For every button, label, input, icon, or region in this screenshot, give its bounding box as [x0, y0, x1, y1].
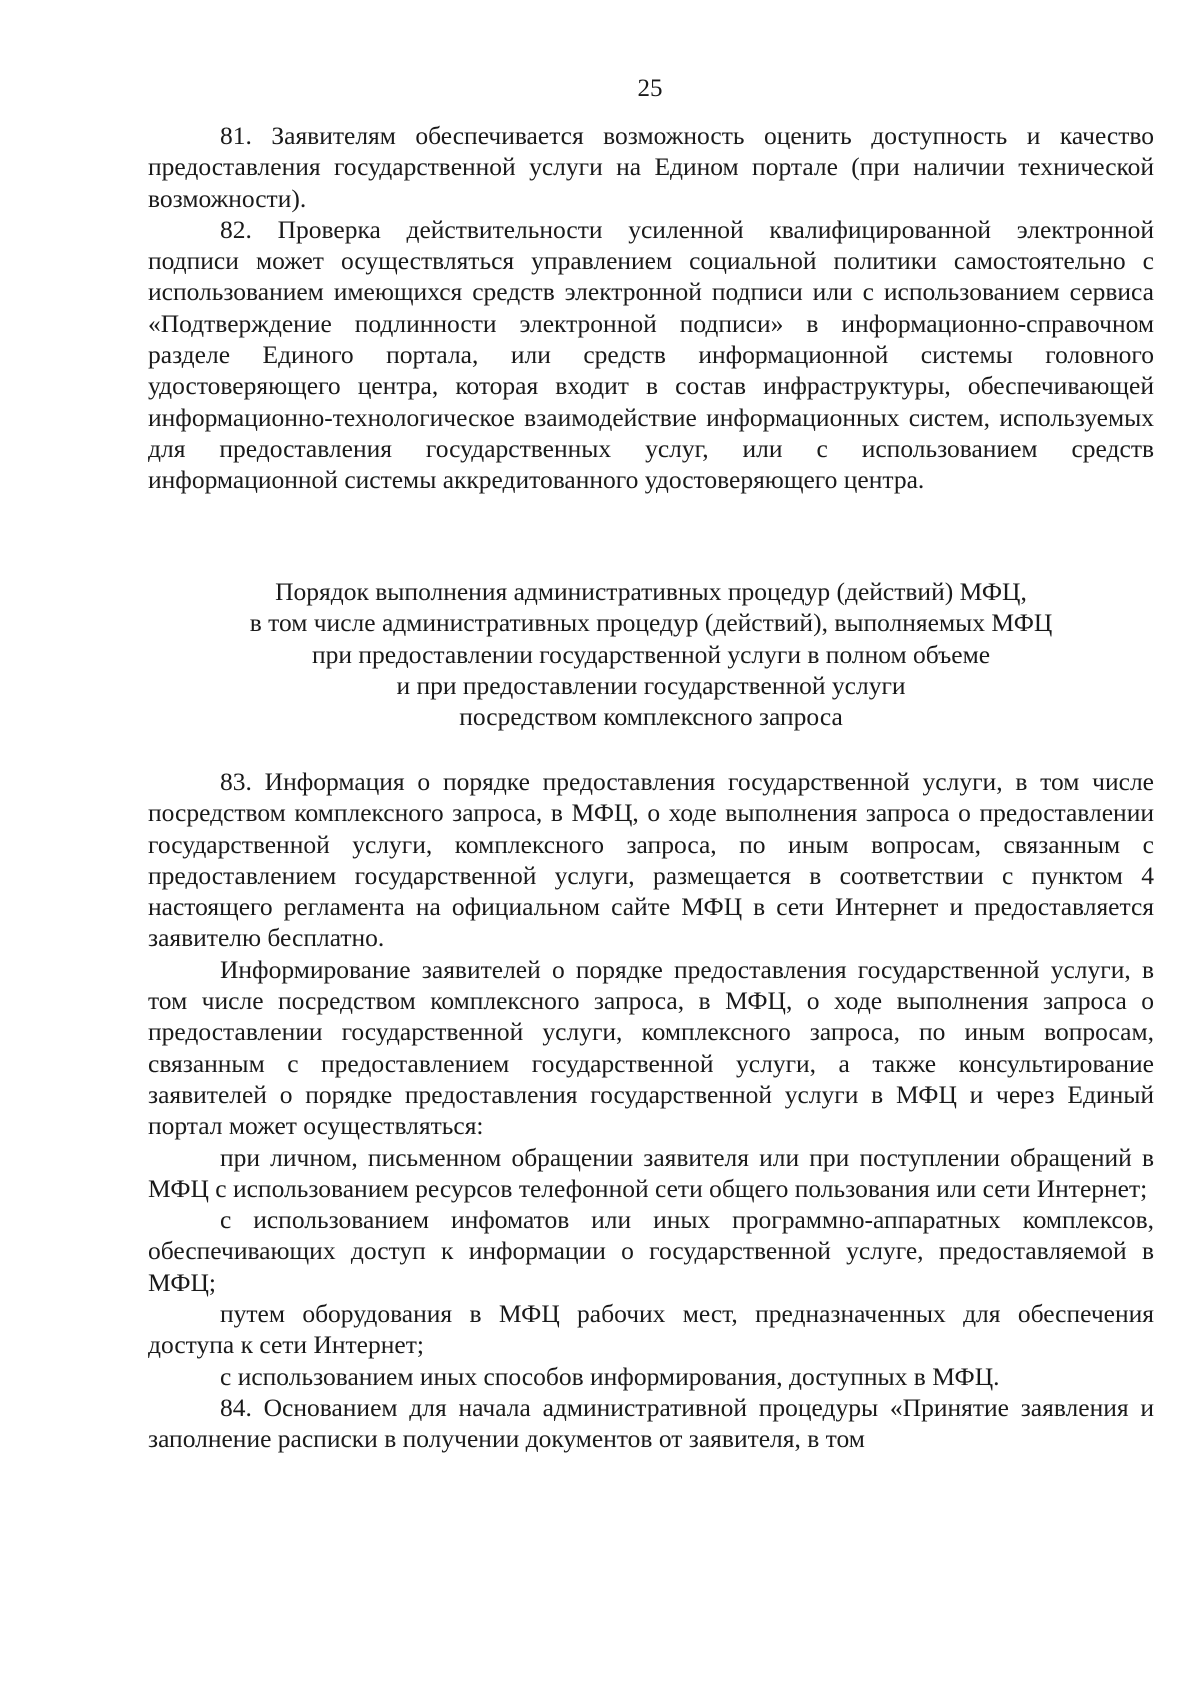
- list-item-infomats: с использованием инфоматов или иных программно-аппаратных комплексов, обеспечивающих доступ к информации о государственной услуге, предоставляемой в МФЦ;: [148, 1205, 1154, 1297]
- paragraph-83: 83. Информация о порядке предоставления государственной услуги, в том числе посредством комплексного запроса, в МФЦ, о ходе выполнения запроса о предоставлении государственной услуги, комплексного запроса, по иным вопросам, связанным с предоставлением государственной услуги, размещается в соответствии с пунктом 4 настоящего регламента на официальном сайте МФЦ в сети Интернет и предоставляется заявителю бесплатно.: [148, 767, 1154, 953]
- paragraph-84: 84. Основанием для начала административной процедуры «Принятие заявления и заполнение расписки в получении документов от заявителя, в том: [148, 1392, 1154, 1454]
- paragraph-81: 81. Заявителям обеспечивается возможность оценить доступность и качество предоставления государственной услуги на Едином портале (при наличии технической возможности).: [148, 121, 1154, 213]
- heading-line: в том числе административных процедур (действий), выполняемых МФЦ: [249, 608, 1053, 638]
- heading-line: при предоставлении государственной услуги в полном объеме: [311, 639, 991, 669]
- heading-line: и при предоставлении государственной услуги: [396, 670, 906, 700]
- text-block-top: [148, 120, 1154, 496]
- heading-line: Порядок выполнения административных процедур (действий) МФЦ,: [275, 577, 1027, 606]
- paragraph-informing: Информирование заявителей о порядке предоставления государственной услуги, в том числе посредством комплексного запроса, в МФЦ, о ходе выполнения запроса о предоставлении государственной услуги, комплексного запроса, по иным вопросам, связанным с предоставлением государственной услуги, а также консультирование заявителей о порядке предоставления государственной услуги в МФЦ и через Единый портал может осуществляться:: [148, 954, 1154, 1141]
- page-number: 25: [637, 75, 663, 102]
- section-heading: [148, 576, 1154, 732]
- list-item-workplaces: путем оборудования в МФЦ рабочих мест, предназначенных для обеспечения доступа к сети Интернет;: [148, 1299, 1154, 1360]
- heading-line: посредством комплексного запроса: [459, 702, 843, 732]
- list-item-other-methods: с использованием иных способов информирования, доступных в МФЦ.: [220, 1361, 1000, 1391]
- paragraph-82: 82. Проверка действительности усиленной квалифицированной электронной подписи может осуществляться управлением социальной политики самостоятельно с использованием имеющихся средств электронной подписи или с использованием сервиса «Подтверждение подлинности электронной подписи» в информационно-справочном разделе Единого портала, или средств информационной системы головного удостоверяющего центра, которая входит в состав инфраструктуры, обеспечивающей информационно-технологическое взаимодействие информационных систем, используемых для предоставления государственных услуг, или с использованием средств информационной системы аккредитованного удостоверяющего центра.: [148, 214, 1154, 495]
- list-item-personal-appeal: при личном, письменном обращении заявителя или при поступлении обращений в МФЦ с использованием ресурсов телефонной сети общего пользования или сети Интернет;: [148, 1142, 1154, 1203]
- text-block-bottom: [148, 766, 1154, 1455]
